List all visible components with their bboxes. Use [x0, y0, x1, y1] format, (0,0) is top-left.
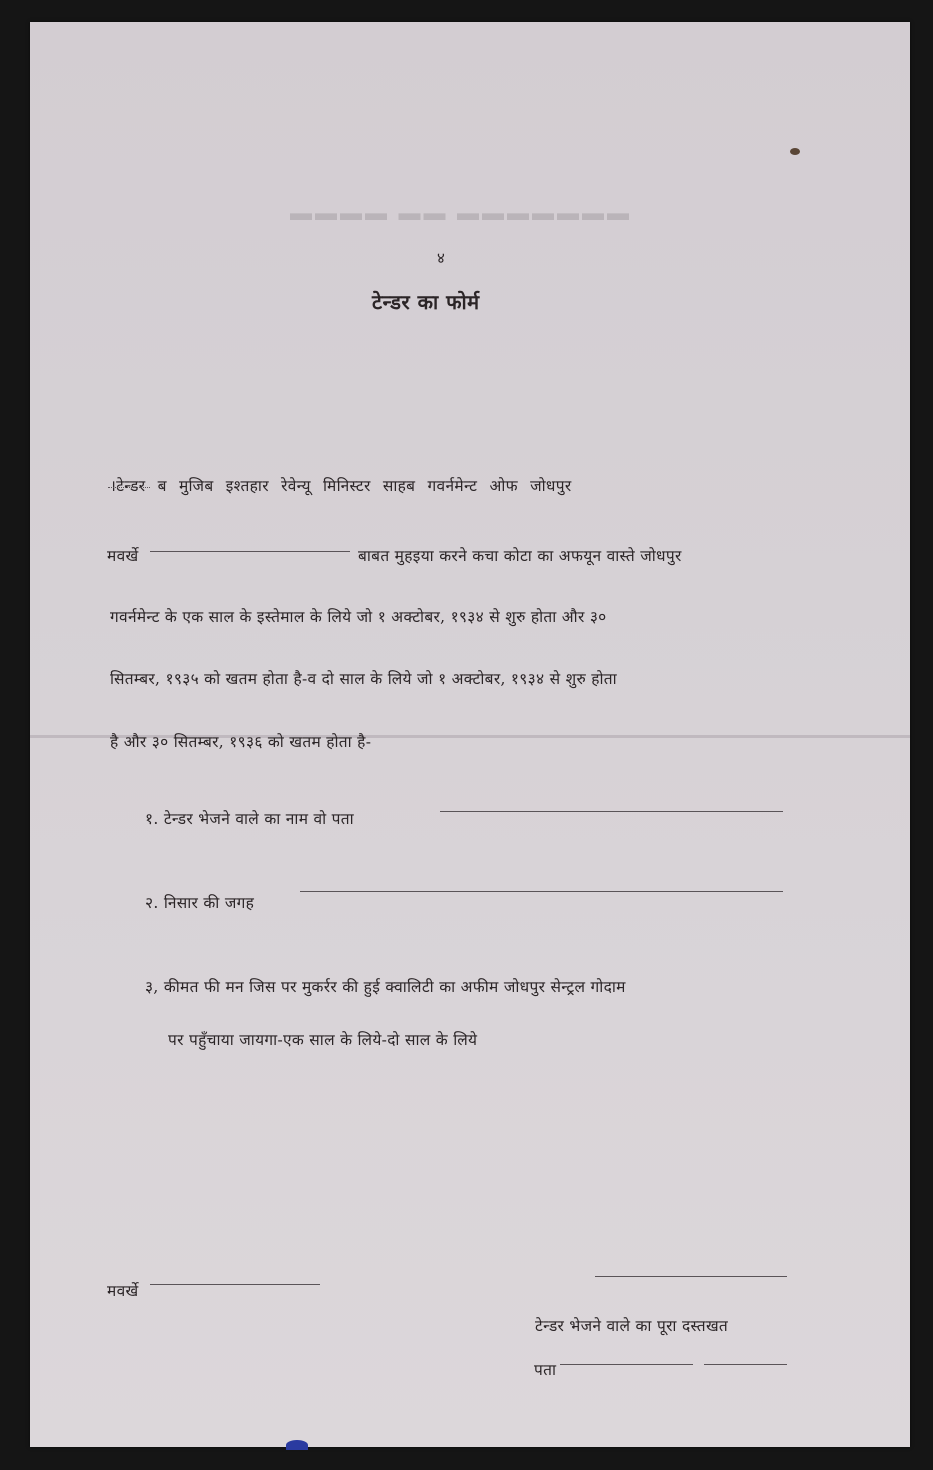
- intro-line-5: है और ३० सितम्बर, १९३६ को खतम होता है-: [110, 733, 372, 751]
- intro-line-2: बाबत मुहइया करने कचा कोटा का अफयून वास्ते जोधपुर: [358, 547, 682, 565]
- signature-caption: टेन्डर भेजने वाले का पूरा दस्तखत: [535, 1317, 729, 1335]
- date-blank-line[interactable]: [150, 551, 350, 552]
- item-3-continuation: पर पहुँचाया जायगा-एक साल के लिये-दो साल के लिये: [168, 1031, 478, 1049]
- paper-stain: [790, 148, 800, 155]
- address-label: पता: [534, 1361, 557, 1379]
- item-1-blank-line[interactable]: [440, 811, 783, 812]
- form-title: टेन्डर का फोर्म: [372, 290, 480, 314]
- show-through-heading: ▬▬▬▬ ▬▬ ▬▬▬▬▬▬▬: [290, 200, 632, 225]
- item-2-blank-line[interactable]: [300, 891, 783, 892]
- signature-blank-line[interactable]: [595, 1276, 787, 1277]
- address-blank-line-1[interactable]: [560, 1364, 693, 1365]
- intro-line-1: ।टेन्डर ब मुजिब इश्तहार रेवेन्यू मिनिस्टर साहब गवर्नमेन्ट ओफ जोधपुर: [110, 477, 572, 495]
- leading-dots: [108, 487, 150, 488]
- intro-date-label: मवर्खे: [107, 547, 139, 565]
- item-3-label: ३, कीमत फी मन जिस पर मुकर्रर की हुई क्वालिटी का अफीम जोधपुर सेन्ट्रल गोदाम: [145, 978, 626, 996]
- footer-date-label: मवर्खे: [107, 1282, 139, 1300]
- footer-date-blank-line[interactable]: [150, 1284, 320, 1285]
- intro-line-3: गवर्नमेन्ट के एक साल के इस्तेमाल के लिये जो १ अक्टोबर, १९३४ से शुरु होता और ३०: [110, 608, 607, 626]
- page-number: ४: [437, 249, 445, 267]
- item-2-label: २. निसार की जगह: [145, 894, 255, 912]
- item-1-label: १. टेन्डर भेजने वाले का नाम वो पता: [145, 810, 354, 828]
- address-blank-line-2[interactable]: [704, 1364, 787, 1365]
- ink-mark: [286, 1440, 308, 1450]
- intro-line-4: सितम्बर, १९३५ को खतम होता है-व दो साल के लिये जो १ अक्टोबर, १९३४ से शुरु होता: [110, 670, 617, 688]
